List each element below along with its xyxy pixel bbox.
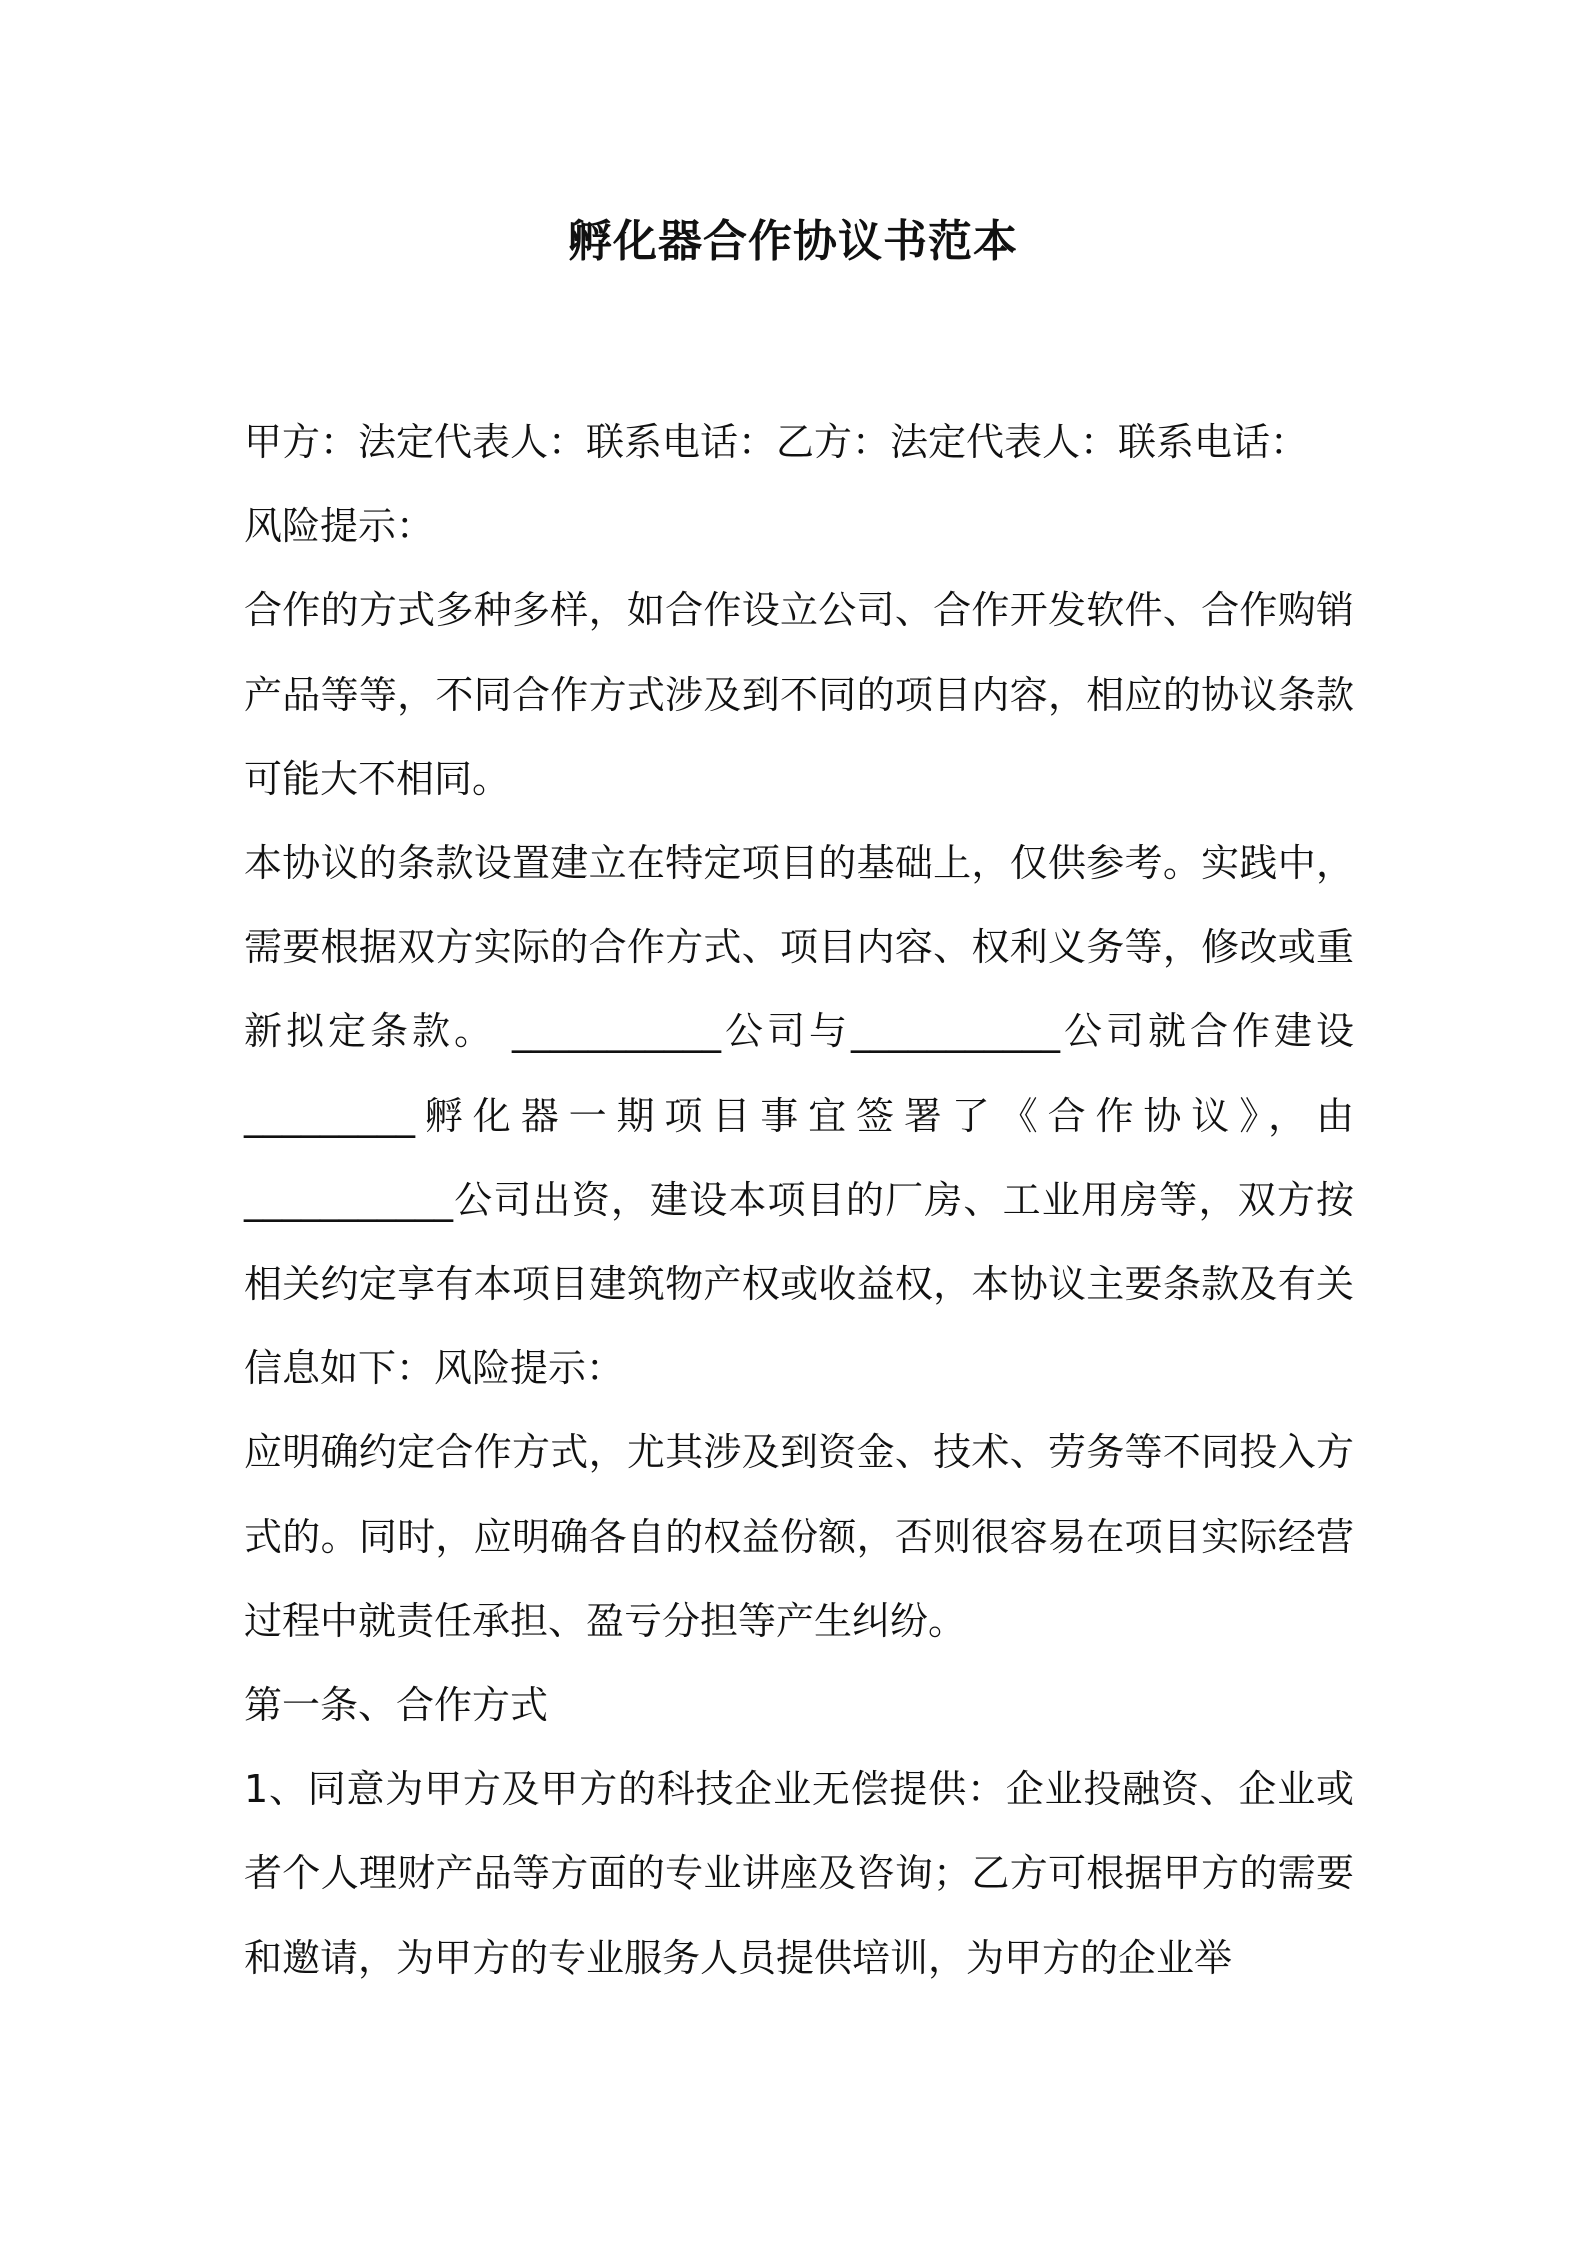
risk-notice-heading: 风险提示： (244, 504, 435, 549)
paragraph-cooperation-methods: 合作的方式多种多样，如合作设立公司、合作开发软件、合作购销产品等等，不同合作方式涉及到不同的项目内容，相应的协议条款可能大不相同。 (244, 588, 1354, 801)
article-one-item-1: 1、同意为甲方及甲方的科技企业无偿提供：企业投融资、企业或者个人理财产品等方面的专业讲座及咨询；乙方可根据甲方的需要和邀请，为甲方的专业服务人员提供培训，为甲方的企业举 (244, 1767, 1354, 1980)
paragraph-agreement-basis: 本协议的条款设置建立在特定项目的基础上，仅供参考。实践中，需要根据双方实际的合作方式、项目内容、权利义务等，修改或重新拟定条款。 ___________公司与___________公司就合作建设 _________孵化器一期项目事宜签署了《合作协议》，由 ___________公司出资，建设本项目的厂房、工业用房等，双方按相关约定享有本项目建筑物产权或收益权，本协议主要条款及有关信息如下：风险提示： (244, 841, 1354, 1391)
document-body (244, 400, 1354, 2000)
parties-line: 甲方：法定代表人：联系电话：乙方：法定代表人：联系电话： (244, 420, 1309, 464)
paragraph-risk-clarify: 应明确约定合作方式，尤其涉及到资金、技术、劳务等不同投入方式的。同时，应明确各自的权益份额，否则很容易在项目实际经营过程中就责任承担、盈亏分担等产生纠纷。 (244, 1430, 1354, 1643)
article-one-heading: 第一条、合作方式 (244, 1683, 549, 1728)
document-title: 孵化器合作协议书范本 (568, 216, 1018, 267)
